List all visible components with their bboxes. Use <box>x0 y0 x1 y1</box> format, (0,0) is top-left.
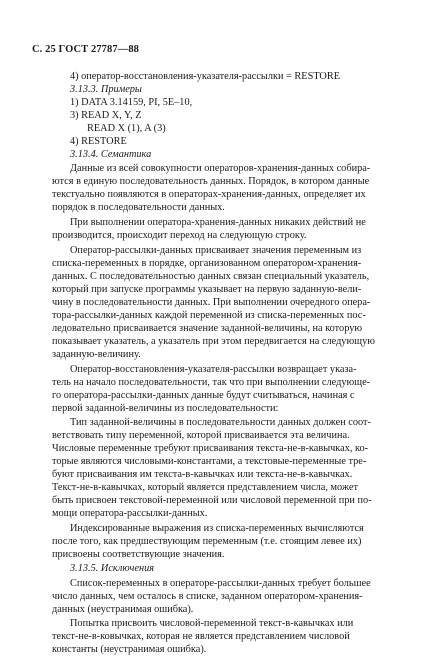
text-line: торые являются числовыми-константами, а текстовые-переменные тре- <box>52 456 367 467</box>
text-line: данных (неустранимая ошибка). <box>52 604 194 615</box>
text-line: Оператор-рассылки-данных присваивает значения переменным из <box>70 245 362 256</box>
text-line: мощи оператора-рассылки-данных. <box>52 508 208 519</box>
text-line: тель на начало последовательности, так что при выполнении следующе- <box>52 377 371 388</box>
text-line: READ X (1), A (3) <box>87 123 166 134</box>
page-header: С. 25 ГОСТ 27787—88 <box>32 44 140 55</box>
text-line: Попытка присвоить числовой-переменной текст-в-кавычках или <box>70 618 354 629</box>
text-line: текстуально появляются в операторах-хранения-данных, определяет их <box>52 189 366 200</box>
text-line: Тип заданной-величины в последовательности данных должен соот- <box>70 417 371 428</box>
text-line: после того, как предшествующим переменным (т.е. стоящим левее их) <box>52 536 362 547</box>
text-line: первой заданной-величины из последовательности: <box>52 403 279 414</box>
text-line: Список-переменных в операторе-рассылки-данных требует большее <box>70 578 371 589</box>
text-line: При выполнении оператора-хранения-данных никаких действий не <box>70 217 366 228</box>
text-line: Данные из всей совокупности операторов-хранения-данных собира- <box>70 163 371 174</box>
text-line: заданную-величину. <box>52 349 141 360</box>
text-line: константы (неустранимая ошибка). <box>52 644 207 655</box>
text-line: производится, происходит переход на следующую строку. <box>52 230 307 241</box>
text-line: показывает указатель, а указатель при этом передвигается на следующую <box>52 336 375 347</box>
text-line: ветствовать типу переменной, которой присваивается эта величина. <box>52 430 350 441</box>
text-line: ледовательно присваивается значение заданной-величины, на которую <box>52 323 363 334</box>
text-line: Числовые переменные требуют присваивания текста-не-в-кавычках, ко- <box>52 443 369 454</box>
text-line: Оператор-восстановления-указателя-рассылки возвращает указа- <box>70 364 357 375</box>
text-line: буют присваивания им текста-в-кавычках или текста-не-в-кавычках. <box>52 469 353 480</box>
text-line: который при запуске программы указывает на первую заданную-вели- <box>52 284 362 295</box>
section-heading: 3.13.4. Семантика <box>70 149 152 160</box>
text-line: порядок в последовательности данных. <box>52 202 225 213</box>
section-heading: 3.13.3. Примеры <box>70 84 142 95</box>
text-line: текст-не-в-ковычках, которая не является представлением числовой <box>52 631 350 642</box>
text-line: го оператора-рассылки-данных данные будут считываться, начиная с <box>52 390 355 401</box>
section-heading: 3.13.5. Исключения <box>70 563 155 574</box>
text-line: присвоены соответствующие значения. <box>52 549 225 560</box>
text-line: данных. С последовательностью данных связан специальный указатель, <box>52 271 370 282</box>
text-line: ются в единую последовательность данных. Порядок, в котором данные <box>52 176 370 187</box>
text-line: тора-рассылки-данных каждой переменной из списка-переменных пос- <box>52 310 366 321</box>
text-line: Индексированные выражения из списка-переменных вычисляются <box>70 523 364 534</box>
text-line: чину в последовательности данных. При выполнении очередного опера- <box>52 297 371 308</box>
text-line: быть присвоен текстовой-переменной или числовой переменной при по- <box>52 495 372 506</box>
text-line: списка-переменных в порядке, организованном оператором-хранения- <box>52 258 362 269</box>
text-line: число данных, чем осталось в списке, заданном оператором-хранения- <box>52 591 363 602</box>
text-line: 3) READ X, Y, Z <box>70 110 142 121</box>
text-line: 4) оператор-восстановления-указателя-рассылки = RESTORE <box>70 71 341 82</box>
text-line: 4) RESTORE <box>70 136 127 147</box>
text-line: Текст-не-в-кавычках, который является представлением числа, может <box>52 482 358 493</box>
text-line: 1) DATA 3.14159, PI, 5E–10, <box>70 97 193 108</box>
